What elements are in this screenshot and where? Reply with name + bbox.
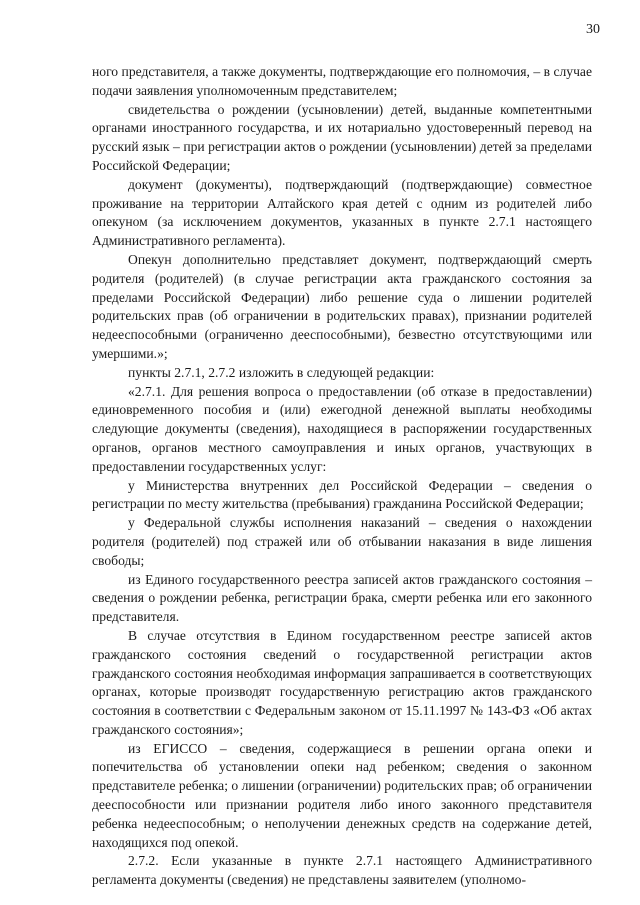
paragraph-egisso: из ЕГИССО – сведения, содержащиеся в решении органа опеки и попечительства об установлении опеки над ребенком; сведения о законном представителе ребенка; о лишении (ограничении) родительских прав; об ограничении дееспособности или признании родителя либо иного законного представителя ребенка недееспособным; о неполучении денежных средств на содержание детей, находящихся под опекой. (92, 740, 592, 850)
paragraph-birth-certificates: свидетельства о рождении (усыновлении) детей, выданные компетентными органами иностранного государства, и их нотариально удостоверенный перевод на русский язык – при регистрации актов о рождении (усыновлении) детей за пределами Российской Федерации; (92, 101, 592, 173)
paragraph-fsin: у Федеральной службы исполнения наказаний – сведения о нахождении родителя (родителей) под стражей или об отбывании наказания в виде лишения свободы; (92, 515, 592, 568)
paragraph-guardian-documents: Опекун дополнительно представляет документ, подтверждающий смерть родителя (родителей) (в случае регистрации акта гражданского состояния за пределами Российской Федерации) либо решение суда о лишении родителей родительских прав (об ограничении в родительских правах), признании родителей недееспособными (ограниченно дееспособными), безвестно отсутствующими или умершими.»; (92, 251, 592, 361)
paragraph-amendment-intro: пункты 2.7.1, 2.7.2 изложить в следующей редакции: (128, 364, 435, 380)
page-number: 30 (586, 22, 600, 37)
paragraph-registry-absence: В случае отсутствия в Едином государственном реестре записей актов гражданского состояния сведений о государственной регистрации актов гражданского состояния необходимая информация запрашивается в соответствующих органах, которые производят государственную регистрацию актов гражданского состояния в соответствии с Федеральным законом от 15.11.1997 № 143-ФЗ «Об актах гражданского состояния»; (92, 627, 592, 737)
document-body (92, 63, 592, 890)
paragraph-cohabitation-document: документ (документы), подтверждающий (подтверждающие) совместное проживание на территории Алтайского края детей с одним из родителей либо опекуном (за исключением документов, указанных в пункте 2.7.1 настоящего Административного регламента). (92, 176, 592, 249)
paragraph-2-7-2: 2.7.2. Если указанные в пункте 2.7.1 настоящего Административного регламента документы (сведения) не представлены заявителем (уполномо- (92, 853, 592, 888)
paragraph-continuation: ного представителя, а также документы, подтверждающие его полномочия, – в случае подачи заявления уполномоченным представителем; (92, 64, 592, 98)
paragraph-mvd: у Министерства внутренних дел Российской Федерации – сведения о регистрации по месту жительства (пребывания) гражданина Российской Федерации; (92, 477, 592, 512)
paragraph-2-7-1: «2.7.1. Для решения вопроса о предоставлении (об отказе в предоставлении) единовременного пособия и (или) ежегодной денежной выплаты необходимы следующие документы (сведения), находящиеся в распоряжении государственных органов, органов местного самоуправления и иных органов, участвующих в предоставлении государственных услуг: (92, 383, 592, 474)
paragraph-civil-registry: из Единого государственного реестра записей актов гражданского состояния – сведения о рождении ребенка, регистрации брака, смерти ребенка или его законного представителя. (92, 571, 592, 625)
